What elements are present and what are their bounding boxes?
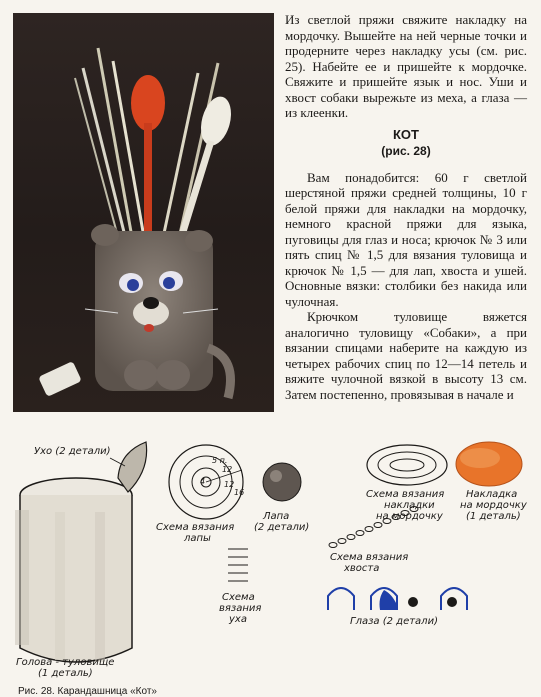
label-tail-scheme-2: хвоста — [344, 563, 380, 574]
label-muzzle-pad-2: на мордочку — [460, 500, 527, 511]
label-head-body-2: (1 деталь) — [38, 668, 93, 679]
ear-scheme-marks — [228, 549, 248, 581]
section-heading: КОТ — [393, 126, 419, 142]
paw-mark-4: 12 — [224, 480, 235, 489]
figure-caption: Рис. 28. Карандашница «Кот» — [18, 686, 157, 697]
paw-mark-3: 4 — [200, 477, 206, 486]
head-body-cylinder — [20, 478, 132, 662]
paw-mark-1: 5 п. — [212, 456, 228, 465]
label-paw-scheme-2: лапы — [184, 533, 211, 544]
label-ear: Ухо (2 детали) — [34, 446, 111, 457]
label-ear-scheme-2: вязания — [219, 603, 262, 614]
label-muzzle-pad-3: (1 деталь) — [466, 511, 521, 522]
label-eyes: Глаза (2 детали) — [350, 616, 438, 627]
label-paw-2: (2 детали) — [254, 522, 310, 533]
paragraph-3: Крючком туловище вяжется аналогично туловищу «Собаки», а при вязании спицами наберите на каждую из четырех рабочих спиц по 12—14 петель и вяжите чулочной вязкой в высоту 13 см. Затем постепенно, провязывая в начале и — [285, 309, 527, 402]
label-muzzle-pad-1: Накладка — [466, 489, 518, 500]
label-ear-scheme-3: уха — [229, 614, 247, 625]
paragraph-1: Из светлой пряжи свяжите накладку на мордочку. Вышейте на ней черные точки и продерните через накладку усы (см. рис. 25). Набейте ее и пришейте к мордочке. Свяжите и пришейте язык и нос. Уши и хвост собаки вырежьте из меха, а глаза — из клеенки. — [285, 12, 527, 120]
label-muzzle-scheme-2: накладки — [384, 500, 435, 511]
ear-shape — [118, 442, 147, 492]
label-paw-scheme-1: Схема вязания — [156, 522, 235, 533]
eyes-shapes — [328, 588, 467, 610]
section-subheading: (рис. 28) — [381, 144, 431, 158]
paw-ball — [263, 463, 301, 501]
label-muzzle-scheme-3: на мордочку — [376, 511, 443, 522]
label-muzzle-scheme-1: Схема вязания — [366, 489, 445, 500]
paw-mark-2: 12 — [222, 465, 233, 474]
paw-mark-5: 16 — [234, 488, 245, 497]
label-paw-1: Лапа — [263, 511, 290, 522]
paragraph-2: Вам понадобится: 60 г светлой шерстяной пряжи средней толщины, 10 г белой пряжи для накладки на мордочку, немного красной пряжи для языка, пуговицы для глаз и носа; крючок № 3 или пять спиц № 1,5 для вязания туловища и крючок № 1,5 — для лап, хвоста и ушей. Основные вязки: столбики без накида или чулочная. — [285, 169, 527, 309]
muzzle-scheme — [367, 445, 447, 485]
label-tail-scheme-1: Схема вязания — [330, 552, 409, 563]
label-head-body-1: Голова - туловище — [16, 657, 115, 668]
label-ear-scheme-1: Схема — [222, 592, 255, 603]
